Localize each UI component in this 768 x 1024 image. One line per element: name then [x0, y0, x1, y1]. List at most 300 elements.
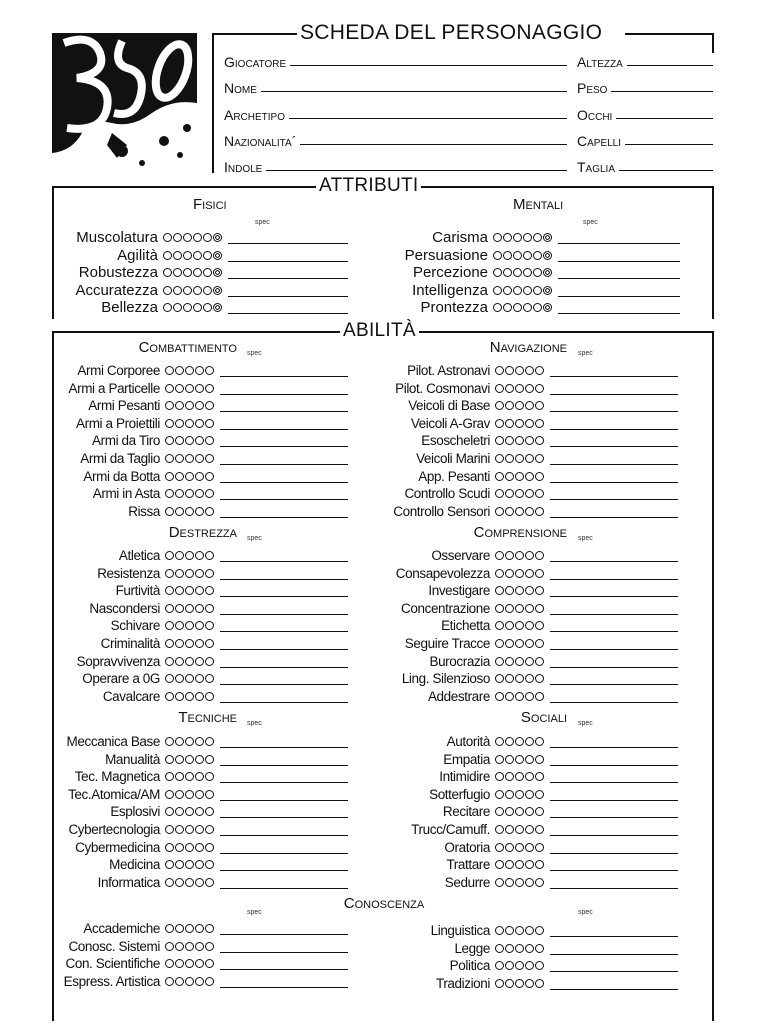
rating-dot[interactable] [175, 472, 184, 481]
rating-dot[interactable] [165, 772, 174, 781]
rating-dot[interactable] [203, 286, 212, 295]
rating-dot[interactable] [515, 401, 524, 410]
rating-dot[interactable] [505, 621, 514, 630]
rating-dots[interactable] [495, 621, 544, 630]
spec-line[interactable] [550, 970, 678, 972]
rating-dots[interactable] [493, 251, 552, 260]
spec-line[interactable] [550, 375, 678, 377]
rating-dot[interactable] [495, 755, 504, 764]
rating-dot[interactable] [165, 674, 174, 683]
rating-dot[interactable] [495, 979, 504, 988]
rating-dot[interactable] [505, 639, 514, 648]
rating-dot[interactable] [505, 507, 514, 516]
rating-dots[interactable] [165, 472, 214, 481]
rating-dot[interactable] [543, 268, 552, 277]
rating-dot[interactable] [175, 657, 184, 666]
spec-line[interactable] [220, 393, 348, 395]
rating-dot[interactable] [185, 454, 194, 463]
rating-dot[interactable] [205, 551, 214, 560]
spec-line[interactable] [558, 277, 680, 279]
rating-dot[interactable] [495, 436, 504, 445]
rating-dot[interactable] [185, 436, 194, 445]
rating-dot[interactable] [525, 489, 534, 498]
rating-dot[interactable] [525, 860, 534, 869]
rating-dots[interactable] [495, 639, 544, 648]
rating-dots[interactable] [495, 366, 544, 375]
spec-line[interactable] [220, 560, 348, 562]
rating-dot[interactable] [523, 268, 532, 277]
rating-dot[interactable] [535, 737, 544, 746]
rating-dot[interactable] [525, 790, 534, 799]
rating-dots[interactable] [165, 569, 214, 578]
rating-dot[interactable] [195, 569, 204, 578]
rating-dot[interactable] [195, 959, 204, 968]
rating-dot[interactable] [515, 621, 524, 630]
spec-line[interactable] [228, 312, 348, 314]
rating-dot[interactable] [195, 489, 204, 498]
rating-dots[interactable] [165, 586, 214, 595]
rating-dot[interactable] [515, 384, 524, 393]
spec-line[interactable] [220, 781, 348, 783]
rating-dot[interactable] [535, 384, 544, 393]
rating-dot[interactable] [185, 790, 194, 799]
rating-dot[interactable] [525, 807, 534, 816]
rating-dot[interactable] [163, 268, 172, 277]
spec-line[interactable] [558, 312, 680, 314]
rating-dot[interactable] [213, 251, 222, 260]
rating-dots[interactable] [165, 604, 214, 613]
rating-dot[interactable] [515, 692, 524, 701]
rating-dots[interactable] [165, 825, 214, 834]
rating-dot[interactable] [173, 251, 182, 260]
rating-dots[interactable] [495, 979, 544, 988]
rating-dot[interactable] [535, 586, 544, 595]
spec-line[interactable] [550, 463, 678, 465]
field-archetipo[interactable]: Archetipo [224, 103, 567, 123]
rating-dot[interactable] [515, 436, 524, 445]
rating-dot[interactable] [525, 366, 534, 375]
rating-dot[interactable] [175, 843, 184, 852]
rating-dots[interactable] [495, 507, 544, 516]
rating-dot[interactable] [495, 419, 504, 428]
rating-dot[interactable] [205, 401, 214, 410]
spec-line[interactable] [228, 295, 348, 297]
rating-dots[interactable] [165, 959, 214, 968]
rating-dot[interactable] [525, 657, 534, 666]
rating-dot[interactable] [505, 419, 514, 428]
rating-dots[interactable] [495, 755, 544, 764]
rating-dot[interactable] [535, 569, 544, 578]
rating-dot[interactable] [195, 843, 204, 852]
rating-dot[interactable] [195, 507, 204, 516]
rating-dots[interactable] [495, 604, 544, 613]
rating-dot[interactable] [163, 251, 172, 260]
spec-line[interactable] [220, 834, 348, 836]
rating-dots[interactable] [493, 303, 552, 312]
rating-dot[interactable] [165, 454, 174, 463]
spec-line[interactable] [220, 951, 348, 953]
rating-dot[interactable] [515, 472, 524, 481]
rating-dot[interactable] [515, 860, 524, 869]
rating-dot[interactable] [495, 551, 504, 560]
rating-dots[interactable] [165, 878, 214, 887]
rating-dot[interactable] [165, 586, 174, 595]
spec-line[interactable] [550, 816, 678, 818]
rating-dot[interactable] [525, 755, 534, 764]
rating-dot[interactable] [185, 878, 194, 887]
rating-dot[interactable] [495, 674, 504, 683]
rating-dot[interactable] [175, 569, 184, 578]
rating-dot[interactable] [175, 621, 184, 630]
rating-dot[interactable] [203, 303, 212, 312]
rating-dots[interactable] [493, 286, 552, 295]
rating-dot[interactable] [535, 961, 544, 970]
rating-dots[interactable] [163, 268, 222, 277]
rating-dot[interactable] [195, 860, 204, 869]
spec-line[interactable] [550, 953, 678, 955]
rating-dot[interactable] [535, 507, 544, 516]
rating-dot[interactable] [505, 569, 514, 578]
rating-dot[interactable] [175, 737, 184, 746]
rating-dot[interactable] [165, 419, 174, 428]
rating-dot[interactable] [525, 621, 534, 630]
rating-dot[interactable] [525, 472, 534, 481]
rating-dot[interactable] [535, 551, 544, 560]
rating-dot[interactable] [185, 472, 194, 481]
spec-line[interactable] [220, 701, 348, 703]
rating-dots[interactable] [495, 944, 544, 953]
rating-dot[interactable] [205, 772, 214, 781]
rating-dot[interactable] [205, 843, 214, 852]
rating-dot[interactable] [523, 251, 532, 260]
rating-dot[interactable] [195, 384, 204, 393]
rating-dot[interactable] [525, 737, 534, 746]
rating-dot[interactable] [495, 472, 504, 481]
rating-dot[interactable] [505, 790, 514, 799]
rating-dot[interactable] [165, 366, 174, 375]
spec-line[interactable] [550, 887, 678, 889]
rating-dot[interactable] [515, 419, 524, 428]
rating-dot[interactable] [175, 639, 184, 648]
rating-dot[interactable] [185, 569, 194, 578]
rating-dot[interactable] [173, 268, 182, 277]
spec-line[interactable] [220, 463, 348, 465]
rating-dot[interactable] [515, 551, 524, 560]
rating-dot[interactable] [505, 825, 514, 834]
rating-dot[interactable] [505, 772, 514, 781]
spec-line[interactable] [220, 648, 348, 650]
rating-dot[interactable] [505, 657, 514, 666]
rating-dot[interactable] [495, 961, 504, 970]
rating-dot[interactable] [535, 979, 544, 988]
rating-dot[interactable] [175, 366, 184, 375]
rating-dot[interactable] [535, 436, 544, 445]
rating-dot[interactable] [173, 233, 182, 242]
rating-dot[interactable] [505, 737, 514, 746]
rating-dot[interactable] [503, 286, 512, 295]
spec-line[interactable] [550, 648, 678, 650]
spec-line[interactable] [550, 428, 678, 430]
rating-dot[interactable] [505, 860, 514, 869]
rating-dot[interactable] [205, 507, 214, 516]
rating-dot[interactable] [533, 303, 542, 312]
rating-dot[interactable] [495, 825, 504, 834]
rating-dot[interactable] [495, 384, 504, 393]
rating-dot[interactable] [543, 233, 552, 242]
rating-dot[interactable] [205, 419, 214, 428]
rating-dot[interactable] [205, 436, 214, 445]
rating-dot[interactable] [535, 639, 544, 648]
rating-dot[interactable] [165, 604, 174, 613]
rating-dots[interactable] [495, 961, 544, 970]
rating-dot[interactable] [205, 790, 214, 799]
spec-line[interactable] [220, 595, 348, 597]
rating-dots[interactable] [493, 268, 552, 277]
rating-dot[interactable] [495, 401, 504, 410]
rating-dot[interactable] [165, 692, 174, 701]
rating-dot[interactable] [525, 419, 534, 428]
rating-dot[interactable] [195, 639, 204, 648]
rating-dot[interactable] [175, 807, 184, 816]
rating-dots[interactable] [495, 737, 544, 746]
rating-dots[interactable] [165, 790, 214, 799]
rating-dot[interactable] [165, 639, 174, 648]
rating-dots[interactable] [165, 737, 214, 746]
spec-line[interactable] [220, 683, 348, 685]
rating-dot[interactable] [213, 268, 222, 277]
rating-dot[interactable] [205, 755, 214, 764]
spec-line[interactable] [220, 666, 348, 668]
rating-dot[interactable] [505, 755, 514, 764]
rating-dot[interactable] [493, 251, 502, 260]
spec-line[interactable] [550, 701, 678, 703]
rating-dot[interactable] [165, 551, 174, 560]
rating-dot[interactable] [175, 860, 184, 869]
rating-dot[interactable] [205, 959, 214, 968]
rating-dot[interactable] [175, 755, 184, 764]
spec-line[interactable] [550, 393, 678, 395]
rating-dot[interactable] [513, 251, 522, 260]
spec-line[interactable] [228, 277, 348, 279]
rating-dot[interactable] [533, 251, 542, 260]
rating-dot[interactable] [205, 657, 214, 666]
rating-dot[interactable] [165, 569, 174, 578]
rating-dot[interactable] [185, 843, 194, 852]
rating-dot[interactable] [195, 674, 204, 683]
rating-dot[interactable] [515, 737, 524, 746]
rating-dot[interactable] [493, 303, 502, 312]
rating-dot[interactable] [535, 401, 544, 410]
rating-dot[interactable] [503, 251, 512, 260]
rating-dot[interactable] [185, 772, 194, 781]
rating-dot[interactable] [205, 737, 214, 746]
rating-dot[interactable] [173, 286, 182, 295]
rating-dot[interactable] [185, 755, 194, 764]
rating-dot[interactable] [505, 472, 514, 481]
rating-dots[interactable] [165, 436, 214, 445]
spec-line[interactable] [220, 968, 348, 970]
rating-dot[interactable] [195, 454, 204, 463]
rating-dot[interactable] [165, 401, 174, 410]
rating-dots[interactable] [495, 657, 544, 666]
rating-dot[interactable] [185, 674, 194, 683]
rating-dots[interactable] [495, 419, 544, 428]
rating-dot[interactable] [515, 878, 524, 887]
rating-dot[interactable] [535, 657, 544, 666]
rating-dot[interactable] [205, 924, 214, 933]
rating-dot[interactable] [175, 924, 184, 933]
rating-dot[interactable] [543, 303, 552, 312]
rating-dots[interactable] [165, 924, 214, 933]
rating-dots[interactable] [165, 772, 214, 781]
spec-line[interactable] [220, 428, 348, 430]
rating-dot[interactable] [163, 303, 172, 312]
rating-dot[interactable] [185, 604, 194, 613]
spec-line[interactable] [220, 498, 348, 500]
rating-dots[interactable] [495, 401, 544, 410]
rating-dot[interactable] [535, 472, 544, 481]
rating-dot[interactable] [165, 924, 174, 933]
rating-dot[interactable] [185, 639, 194, 648]
rating-dot[interactable] [525, 926, 534, 935]
rating-dot[interactable] [515, 454, 524, 463]
rating-dot[interactable] [205, 639, 214, 648]
rating-dot[interactable] [165, 825, 174, 834]
rating-dot[interactable] [195, 737, 204, 746]
rating-dot[interactable] [535, 366, 544, 375]
rating-dot[interactable] [183, 286, 192, 295]
rating-dots[interactable] [495, 790, 544, 799]
rating-dot[interactable] [195, 977, 204, 986]
spec-line[interactable] [558, 260, 680, 262]
rating-dot[interactable] [185, 621, 194, 630]
rating-dot[interactable] [205, 692, 214, 701]
rating-dot[interactable] [513, 286, 522, 295]
rating-dot[interactable] [535, 692, 544, 701]
rating-dot[interactable] [525, 878, 534, 887]
rating-dot[interactable] [195, 436, 204, 445]
rating-dot[interactable] [495, 737, 504, 746]
rating-dot[interactable] [205, 807, 214, 816]
rating-dots[interactable] [495, 860, 544, 869]
rating-dots[interactable] [165, 551, 214, 560]
field-peso[interactable]: Peso [577, 76, 713, 96]
rating-dot[interactable] [505, 979, 514, 988]
rating-dot[interactable] [505, 944, 514, 953]
rating-dot[interactable] [205, 489, 214, 498]
rating-dot[interactable] [495, 639, 504, 648]
rating-dots[interactable] [165, 366, 214, 375]
rating-dot[interactable] [495, 586, 504, 595]
rating-dot[interactable] [165, 507, 174, 516]
spec-line[interactable] [550, 630, 678, 632]
rating-dot[interactable] [525, 979, 534, 988]
rating-dot[interactable] [515, 586, 524, 595]
rating-dot[interactable] [525, 639, 534, 648]
spec-line[interactable] [220, 887, 348, 889]
rating-dot[interactable] [205, 472, 214, 481]
rating-dots[interactable] [495, 878, 544, 887]
rating-dot[interactable] [195, 878, 204, 887]
rating-dot[interactable] [195, 924, 204, 933]
rating-dot[interactable] [175, 551, 184, 560]
field-altezza[interactable]: Altezza [577, 50, 713, 70]
field-indole[interactable]: Indole [224, 155, 567, 175]
rating-dot[interactable] [515, 604, 524, 613]
field-nome[interactable]: Nome [224, 76, 567, 96]
rating-dot[interactable] [505, 926, 514, 935]
rating-dot[interactable] [165, 977, 174, 986]
rating-dots[interactable] [165, 755, 214, 764]
rating-dot[interactable] [535, 926, 544, 935]
rating-dot[interactable] [505, 692, 514, 701]
spec-line[interactable] [220, 764, 348, 766]
rating-dot[interactable] [175, 878, 184, 887]
rating-dot[interactable] [165, 843, 174, 852]
rating-dots[interactable] [495, 569, 544, 578]
rating-dot[interactable] [165, 959, 174, 968]
rating-dot[interactable] [195, 472, 204, 481]
rating-dot[interactable] [533, 286, 542, 295]
rating-dots[interactable] [165, 639, 214, 648]
rating-dot[interactable] [165, 942, 174, 951]
field-taglia[interactable]: Taglia [577, 155, 713, 175]
rating-dot[interactable] [495, 807, 504, 816]
rating-dot[interactable] [535, 860, 544, 869]
rating-dot[interactable] [195, 366, 204, 375]
rating-dot[interactable] [495, 926, 504, 935]
spec-line[interactable] [220, 852, 348, 854]
rating-dots[interactable] [165, 807, 214, 816]
rating-dot[interactable] [515, 843, 524, 852]
field-occhi[interactable]: Occhi [577, 103, 713, 123]
rating-dot[interactable] [185, 419, 194, 428]
rating-dot[interactable] [525, 454, 534, 463]
rating-dot[interactable] [205, 860, 214, 869]
rating-dot[interactable] [515, 489, 524, 498]
field-nazionalita[interactable]: Nazionalita´ [224, 129, 567, 149]
rating-dot[interactable] [503, 303, 512, 312]
rating-dot[interactable] [505, 401, 514, 410]
rating-dot[interactable] [205, 604, 214, 613]
rating-dot[interactable] [205, 454, 214, 463]
rating-dot[interactable] [193, 303, 202, 312]
rating-dot[interactable] [525, 825, 534, 834]
rating-dots[interactable] [495, 825, 544, 834]
rating-dot[interactable] [525, 843, 534, 852]
rating-dots[interactable] [495, 384, 544, 393]
rating-dot[interactable] [515, 772, 524, 781]
spec-line[interactable] [550, 410, 678, 412]
spec-line[interactable] [550, 799, 678, 801]
rating-dot[interactable] [175, 436, 184, 445]
rating-dot[interactable] [515, 807, 524, 816]
rating-dot[interactable] [525, 674, 534, 683]
rating-dot[interactable] [495, 507, 504, 516]
rating-dot[interactable] [193, 286, 202, 295]
rating-dot[interactable] [493, 286, 502, 295]
rating-dot[interactable] [205, 977, 214, 986]
rating-dot[interactable] [185, 977, 194, 986]
rating-dot[interactable] [185, 807, 194, 816]
spec-line[interactable] [550, 445, 678, 447]
spec-line[interactable] [550, 560, 678, 562]
rating-dot[interactable] [203, 233, 212, 242]
rating-dot[interactable] [175, 419, 184, 428]
spec-line[interactable] [220, 481, 348, 483]
rating-dot[interactable] [505, 674, 514, 683]
field-capelli[interactable]: Capelli [577, 129, 713, 149]
